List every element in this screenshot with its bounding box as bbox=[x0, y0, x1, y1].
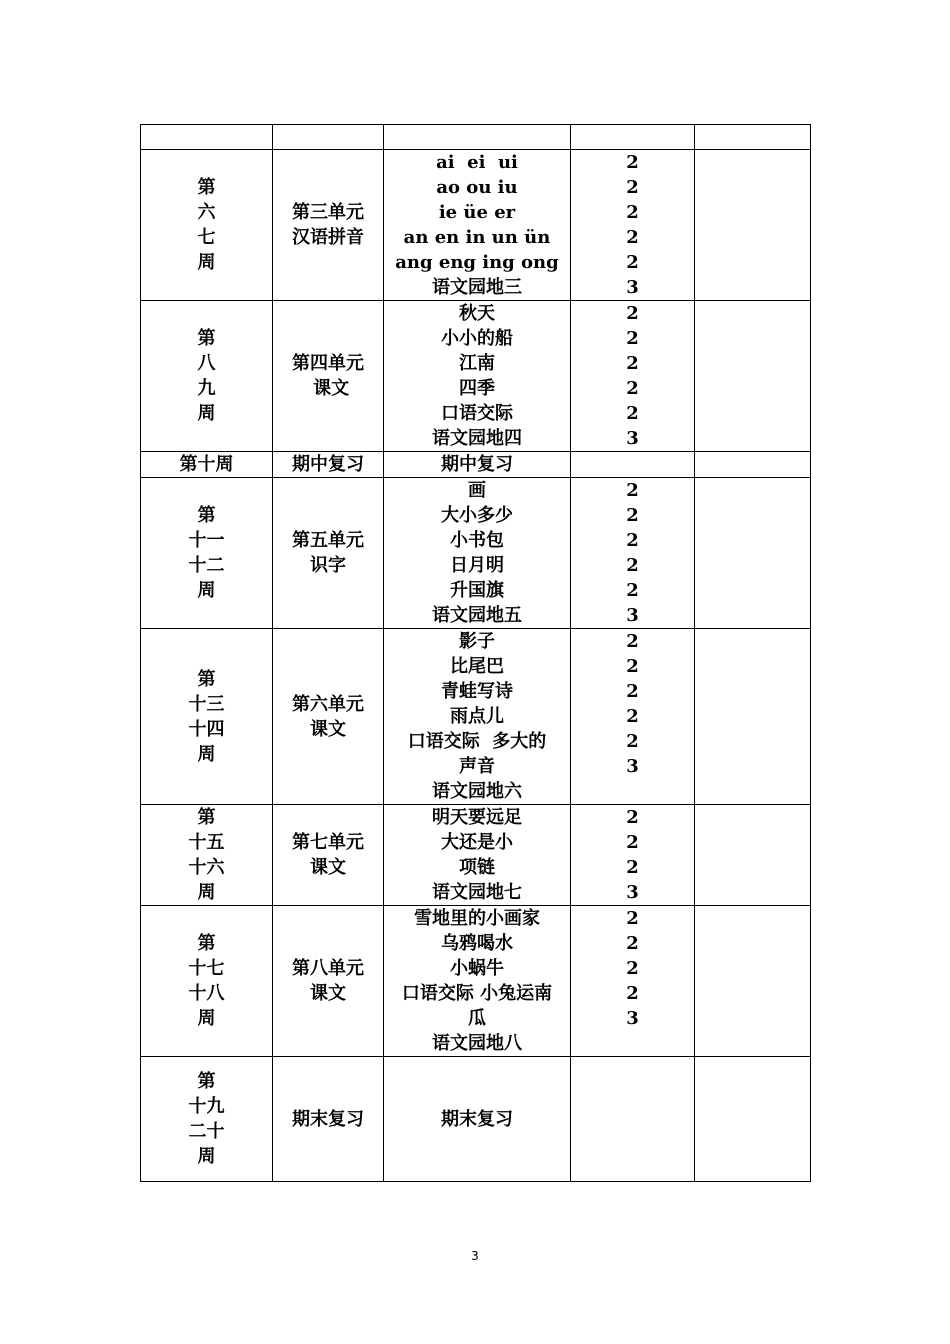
hours-text: 2 bbox=[626, 857, 639, 878]
week-text: 周 bbox=[197, 1146, 216, 1167]
lesson-text: 四季 bbox=[459, 378, 495, 399]
lesson-text: 语文园地五 bbox=[432, 605, 522, 626]
lesson-text: 影子 bbox=[459, 631, 495, 652]
week-cell bbox=[141, 125, 273, 150]
lesson-text: ao ou iu bbox=[436, 177, 518, 198]
lesson-cell bbox=[384, 1057, 571, 1182]
lesson-text: 日月明 bbox=[450, 555, 504, 576]
hours-text: 2 bbox=[626, 656, 639, 677]
week-cell bbox=[141, 1057, 273, 1182]
hours-text: 2 bbox=[626, 227, 639, 248]
lesson-text: 期末复习 bbox=[441, 1108, 513, 1130]
week-cell bbox=[141, 452, 273, 478]
lesson-cell bbox=[384, 478, 571, 629]
lesson-text: ang eng ing ong bbox=[395, 252, 559, 273]
lesson-cell bbox=[384, 125, 571, 150]
schedule-row bbox=[141, 906, 811, 1057]
notes-cell bbox=[695, 805, 811, 906]
hours-text: 2 bbox=[626, 353, 639, 374]
unit-text: 课文 bbox=[306, 378, 350, 399]
hours-text: 2 bbox=[626, 832, 639, 853]
week-text: 八 bbox=[197, 353, 216, 374]
lesson-text: 期中复习 bbox=[441, 454, 513, 475]
week-text: 七 bbox=[197, 227, 216, 248]
hours-cell bbox=[571, 629, 695, 805]
lesson-text: 画 bbox=[468, 480, 486, 501]
hours-text: 2 bbox=[626, 807, 639, 828]
hours-text: 2 bbox=[626, 303, 639, 324]
schedule-row bbox=[141, 478, 811, 629]
hours-text: 3 bbox=[626, 756, 639, 777]
lesson-text: 雪地里的小画家 bbox=[414, 908, 540, 929]
hours-text: 3 bbox=[626, 1008, 639, 1029]
week-text: 第 bbox=[197, 1071, 216, 1092]
unit-text: 期中复习 bbox=[292, 454, 364, 475]
hours-cell bbox=[571, 150, 695, 301]
lesson-text: 语文园地三 bbox=[432, 277, 522, 298]
week-text: 周 bbox=[197, 743, 216, 765]
lesson-text: 大还是小 bbox=[441, 832, 513, 853]
hours-text: 2 bbox=[626, 706, 639, 727]
schedule-row bbox=[141, 805, 811, 906]
lesson-cell bbox=[384, 629, 571, 805]
hours-text: 2 bbox=[626, 933, 639, 954]
notes-cell bbox=[695, 452, 811, 478]
lesson-text: 口语交际 bbox=[441, 403, 513, 424]
unit-text: 第三单元 bbox=[292, 202, 364, 223]
unit-text: 课文 bbox=[310, 983, 346, 1004]
unit-cell bbox=[273, 150, 384, 301]
lesson-text: 比尾巴 bbox=[450, 656, 504, 677]
hours-text: 2 bbox=[626, 555, 639, 576]
lesson-cell bbox=[384, 301, 571, 452]
week-text: 十五 bbox=[188, 832, 225, 853]
notes-cell bbox=[695, 301, 811, 452]
lesson-text: 小书包 bbox=[450, 530, 504, 551]
hours-text: 2 bbox=[626, 378, 639, 399]
hours-text: 2 bbox=[626, 731, 639, 752]
notes-cell bbox=[695, 629, 811, 805]
schedule-table bbox=[140, 124, 811, 1182]
lesson-text: ie üe er bbox=[438, 202, 516, 223]
hours-text: 3 bbox=[626, 277, 639, 298]
week-text: 十七 bbox=[188, 958, 225, 979]
hours-text: 2 bbox=[626, 958, 639, 979]
week-text: 第十周 bbox=[179, 454, 234, 475]
hours-cell bbox=[571, 452, 695, 478]
lesson-text: 口语交际 多大的 bbox=[407, 731, 547, 752]
lesson-text: 瓜 bbox=[468, 1008, 486, 1029]
lesson-text: 项链 bbox=[459, 857, 495, 878]
week-cell bbox=[141, 629, 273, 805]
hours-cell bbox=[571, 478, 695, 629]
lesson-text: 明天要远足 bbox=[432, 807, 522, 828]
unit-text: 识字 bbox=[310, 555, 346, 576]
hours-cell bbox=[571, 1057, 695, 1182]
hours-text: 2 bbox=[626, 505, 639, 526]
lesson-text: 口语交际 小兔运南 bbox=[401, 983, 553, 1004]
lesson-text: 小小的船 bbox=[441, 328, 513, 349]
schedule-row bbox=[141, 150, 811, 301]
week-text: 六 bbox=[197, 202, 216, 223]
notes-cell bbox=[695, 125, 811, 150]
schedule-row bbox=[141, 452, 811, 478]
lesson-text: 青蛙写诗 bbox=[441, 681, 513, 702]
hours-cell bbox=[571, 805, 695, 906]
hours-text: 2 bbox=[626, 252, 639, 273]
hours-text: 2 bbox=[626, 530, 639, 551]
schedule-body bbox=[141, 125, 811, 1182]
week-cell bbox=[141, 906, 273, 1057]
week-text: 第 bbox=[197, 933, 216, 954]
lesson-text: 升国旗 bbox=[450, 580, 504, 601]
week-text: 第 bbox=[197, 328, 216, 349]
lesson-text: 江南 bbox=[459, 353, 495, 374]
unit-cell bbox=[273, 452, 384, 478]
week-text: 十四 bbox=[188, 718, 225, 740]
unit-text: 课文 bbox=[310, 718, 346, 740]
hours-text: 3 bbox=[626, 605, 639, 626]
week-text: 十一 bbox=[188, 530, 225, 551]
unit-text: 第六单元 bbox=[292, 693, 364, 715]
hours-text: 2 bbox=[626, 202, 639, 223]
hours-text: 2 bbox=[626, 908, 639, 929]
unit-text: 课文 bbox=[310, 857, 346, 878]
unit-cell bbox=[273, 301, 384, 452]
unit-text: 期末复习 bbox=[292, 1108, 364, 1130]
unit-cell bbox=[273, 805, 384, 906]
lesson-text: 语文园地七 bbox=[432, 882, 522, 903]
hours-text: 2 bbox=[626, 403, 639, 424]
notes-cell bbox=[695, 1057, 811, 1182]
notes-cell bbox=[695, 150, 811, 301]
lesson-cell bbox=[384, 150, 571, 301]
week-cell bbox=[141, 150, 273, 301]
lesson-text: 大小多少 bbox=[441, 505, 513, 526]
lesson-cell bbox=[384, 805, 571, 906]
unit-cell bbox=[273, 125, 384, 150]
week-text: 十八 bbox=[188, 983, 225, 1004]
hours-text: 3 bbox=[626, 428, 639, 449]
lesson-text: 语文园地四 bbox=[432, 428, 522, 449]
week-text: 第 bbox=[197, 177, 216, 198]
hours-text: 2 bbox=[626, 580, 639, 601]
lesson-text: an en in un ün bbox=[403, 227, 551, 248]
week-text: 第 bbox=[197, 668, 216, 690]
unit-cell bbox=[273, 629, 384, 805]
hours-text: 2 bbox=[626, 328, 639, 349]
lesson-cell bbox=[384, 906, 571, 1057]
unit-cell bbox=[273, 478, 384, 629]
week-text: 二十 bbox=[188, 1121, 225, 1142]
hours-cell bbox=[571, 906, 695, 1057]
week-text: 周 bbox=[197, 1008, 216, 1029]
schedule-row bbox=[141, 1057, 811, 1182]
lesson-text: ai ei ui bbox=[436, 152, 518, 173]
week-text: 第 bbox=[197, 505, 216, 526]
week-cell bbox=[141, 301, 273, 452]
unit-text: 第八单元 bbox=[292, 958, 364, 979]
hours-text: 3 bbox=[626, 882, 639, 903]
lesson-text: 雨点儿 bbox=[450, 706, 504, 727]
hours-text: 2 bbox=[626, 152, 639, 173]
notes-cell bbox=[695, 478, 811, 629]
week-text: 周 bbox=[197, 403, 216, 424]
week-text: 周 bbox=[197, 580, 216, 601]
week-cell bbox=[141, 478, 273, 629]
hours-text: 2 bbox=[626, 480, 639, 501]
schedule-row bbox=[141, 125, 811, 150]
hours-cell bbox=[571, 301, 695, 452]
lesson-text: 秋天 bbox=[459, 303, 495, 324]
week-cell bbox=[141, 805, 273, 906]
hours-text: 2 bbox=[626, 681, 639, 702]
lesson-text: 乌鸦喝水 bbox=[441, 933, 513, 954]
hours-text: 2 bbox=[626, 983, 639, 1004]
week-text: 周 bbox=[197, 882, 216, 903]
lesson-text: 语文园地六 bbox=[432, 781, 522, 802]
unit-text: 汉语拼音 bbox=[292, 227, 364, 248]
notes-cell bbox=[695, 906, 811, 1057]
unit-text: 第四单元 bbox=[292, 353, 364, 374]
lesson-text: 小蜗牛 bbox=[450, 958, 504, 979]
week-text: 九 bbox=[197, 378, 216, 399]
week-text: 十二 bbox=[188, 555, 225, 576]
unit-text: 第五单元 bbox=[292, 530, 364, 551]
unit-cell bbox=[273, 906, 384, 1057]
lesson-cell bbox=[384, 452, 571, 478]
hours-cell bbox=[571, 125, 695, 150]
week-text: 十九 bbox=[188, 1096, 225, 1117]
hours-text: 2 bbox=[626, 177, 639, 198]
week-text: 十六 bbox=[188, 857, 225, 878]
hours-text: 2 bbox=[626, 631, 639, 652]
week-text: 周 bbox=[197, 252, 216, 273]
week-text: 十三 bbox=[188, 693, 225, 715]
unit-text: 第七单元 bbox=[292, 832, 364, 853]
unit-cell bbox=[273, 1057, 384, 1182]
schedule-row bbox=[141, 629, 811, 805]
page-number: 3 bbox=[471, 1249, 479, 1263]
week-text: 第 bbox=[197, 807, 216, 828]
lesson-text: 声音 bbox=[459, 756, 495, 777]
schedule-row bbox=[141, 301, 811, 452]
lesson-text: 语文园地八 bbox=[432, 1033, 522, 1054]
